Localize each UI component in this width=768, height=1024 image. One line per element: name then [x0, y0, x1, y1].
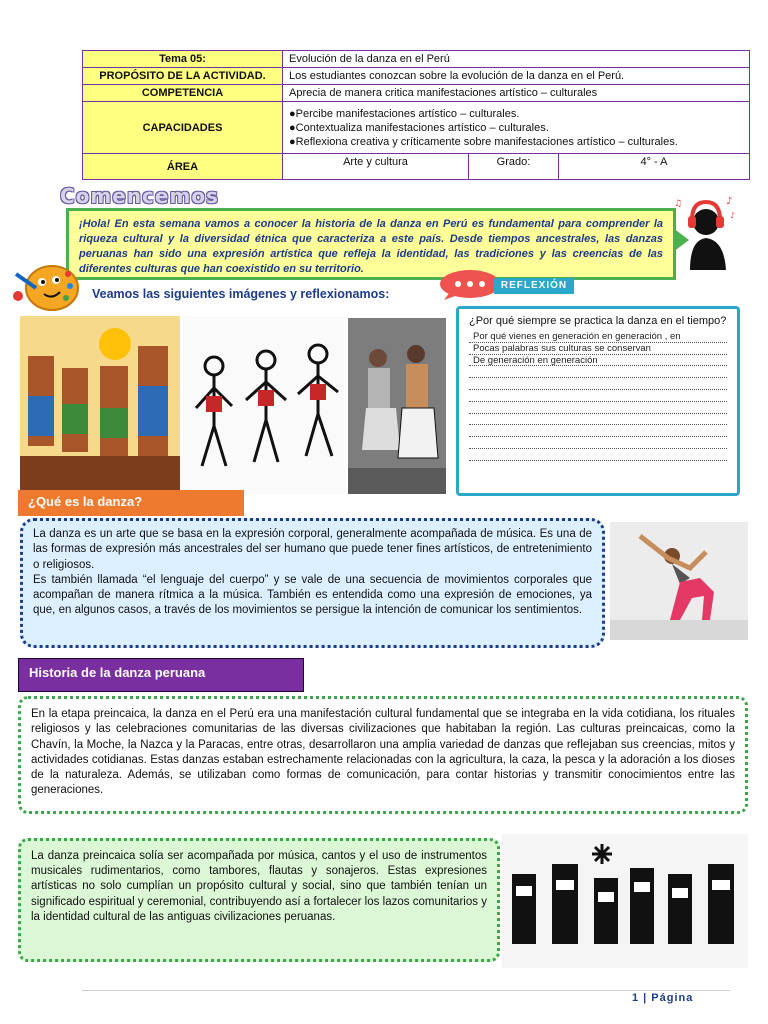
grado-label: Grado: — [469, 154, 559, 180]
proposito-value: Los estudiantes conozcan sobre la evolución de la danza en el Perú. — [283, 68, 750, 85]
svg-text:♪: ♪ — [730, 211, 736, 220]
answer-line[interactable]: Por qué vienes en generación en generación , en — [469, 331, 727, 343]
intro-box: ¡Hola! En esta semana vamos a conocer la historia de la danza en Perú es fundamental para comprender la riqueza cultural y la diversidad étnica que caracteriza a este país. Desde tiempos ancestrales, las danzas peruanas han sido una expresión artística que refleja la identidad, las tradiciones y las creencias de las diferentes culturas que han coexistido en su territorio. — [66, 208, 676, 280]
tema-value: Evolución de la danza en el Perú — [283, 51, 750, 68]
competencia-row — [83, 85, 750, 102]
capacidad-item: ●Percibe manifestaciones artístico – culturales. — [289, 107, 520, 120]
que-es-la-danza-title: ¿Qué es la danza? — [18, 490, 244, 516]
reflexion-question: ¿Por qué siempre se practica la danza en el tiempo? — [469, 315, 727, 327]
svg-text:♪: ♪ — [726, 196, 733, 207]
area-value: Arte y cultura — [283, 154, 469, 180]
que-es-la-danza-box — [20, 518, 605, 648]
page-number: 1 | Página — [632, 992, 694, 1004]
answer-lines[interactable] — [469, 331, 727, 461]
capacidades-list — [283, 102, 750, 154]
competencia-value: Aprecia de manera critica manifestaciones artístico – culturales — [283, 85, 750, 102]
answer-line[interactable] — [469, 402, 727, 414]
reflexion-tag: REFLEXIÓN — [494, 278, 574, 294]
info-table — [82, 50, 750, 180]
preincaica-box: La danza preincaica solía ser acompañada por música, cantos y el uso de instrumentos musicales rudimentarios, como tambores, flautas y sonajeros. Estas expresiones artísticas no solo cumplían un propósito cultural y social, sino que también tenían un significado espiritual y ceremonial, contribuyendo así a fortalecer los lazos comunitarios y la identidad cultural de las antiguas civilizaciones peruanas. — [18, 838, 500, 962]
historia-box: En la etapa preincaica, la danza en el Perú era una manifestación cultural fundamental que se integraba en la vida cotidiana, los rituales religiosos y las celebraciones comunitarias de las diversas civilizaciones que habitaban la región. Las culturas preincaicas, como la Chavín, la Moche, la Nazca y la Paracas, entre otras, desarrollaron una amplia variedad de danzas que reflejaban sus creencias, mitos y actividades cotidianas. Estas danzas estaban estrechamente relacionadas con la agricultura, la caza, la pesca y la adoración a los dioses de la naturaleza. Además, se utilizaban como formas de comunicación, para contar historias y transmitir conocimientos entre las generaciones. — [18, 696, 748, 814]
answer-line[interactable] — [469, 425, 727, 437]
street-dancers-photo — [348, 318, 446, 494]
capacidad-item: ●Reflexiona creativa y críticamente sobre manifestaciones artístico – culturales. — [289, 135, 678, 148]
svg-text:♫: ♫ — [674, 199, 683, 209]
answer-line[interactable] — [469, 378, 727, 390]
footer-divider — [82, 990, 730, 991]
grado-value: 4° - A — [559, 154, 750, 180]
reflexion-question-box — [456, 306, 740, 496]
que-es-paragraph-1: La danza es un arte que se basa en la expresión corporal, generalmente acompañada de música. Es una de las formas de expresión más ancestrales del ser humano que puede tener fines artísticos, de entretenimiento o religiosos. — [33, 528, 592, 571]
answer-line[interactable]: De generación en generación — [469, 355, 727, 367]
tema-label: Tema 05: — [83, 51, 283, 68]
answer-line[interactable] — [469, 437, 727, 449]
capacidades-row — [83, 102, 750, 154]
que-es-paragraph-2: Es también llamada “el lenguaje del cuerpo” y se vale de una secuencia de movimientos corporales que acompañan de manera rítmica a la música. También es entendida como una expresión de emociones, ya que, en algunos casos, a través de los movimientos se persigue la intención de comunicar los sentimientos. — [33, 573, 592, 617]
answer-line[interactable] — [469, 390, 727, 402]
answer-line[interactable]: Pocas palabras sus culturas se conservan — [469, 343, 727, 355]
dancers-lineart-image — [182, 316, 346, 494]
proposito-row — [83, 68, 750, 85]
tema-row — [83, 51, 750, 68]
proposito-label: PROPÓSITO DE LA ACTIVIDAD. — [83, 68, 283, 85]
area-row — [83, 154, 750, 180]
veamos-heading: Veamos las siguientes imágenes y reflexionamos: — [92, 287, 390, 301]
capacidad-item: ●Contextualiza manifestaciones artístico – culturales. — [289, 121, 549, 134]
capacidades-label: CAPACIDADES — [83, 102, 283, 154]
paint-palette-icon — [10, 256, 80, 316]
answer-line[interactable] — [469, 414, 727, 426]
preinca-dancers-image — [502, 834, 748, 968]
area-label: ÁREA — [83, 154, 283, 180]
comencemos-title: Comencemos — [60, 184, 219, 208]
modern-dancer-photo — [610, 522, 748, 640]
competencia-label: COMPETENCIA — [83, 85, 283, 102]
inca-musicians-image — [20, 316, 180, 494]
answer-line[interactable] — [469, 366, 727, 378]
headphone-person-icon — [670, 192, 740, 270]
answer-line[interactable] — [469, 449, 727, 461]
historia-title: Historia de la danza peruana — [18, 658, 304, 692]
